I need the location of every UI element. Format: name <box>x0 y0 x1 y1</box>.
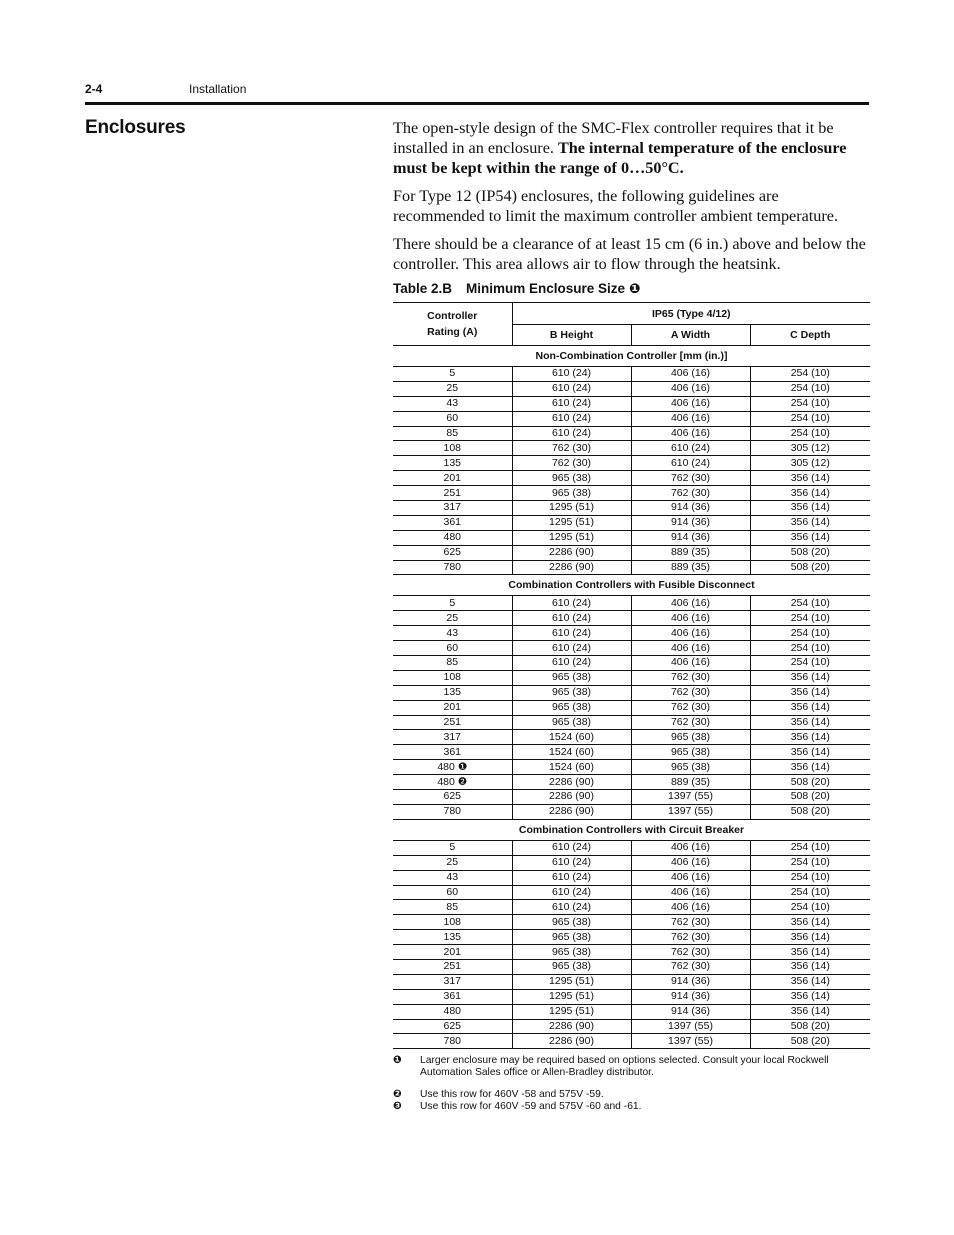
table-row <box>393 685 870 700</box>
footnote-1 <box>393 1055 869 1079</box>
table-row <box>393 611 870 626</box>
a-width-cell: 762 (30) <box>631 670 750 685</box>
rating-cell: 5 <box>393 367 512 382</box>
a-width-cell: 762 (30) <box>631 945 750 960</box>
rating-cell: 43 <box>393 626 512 641</box>
footnote-3-mark: ❸ <box>393 1101 402 1112</box>
b-height-cell: 1295 (51) <box>512 515 631 530</box>
a-width-cell: 406 (16) <box>631 900 750 915</box>
b-height-cell: 610 (24) <box>512 626 631 641</box>
rating-cell: 361 <box>393 989 512 1004</box>
a-width-cell: 406 (16) <box>631 641 750 656</box>
controller-rating-header <box>393 303 512 346</box>
c-depth-cell: 254 (10) <box>750 656 870 671</box>
b-height-cell: 1295 (51) <box>512 974 631 989</box>
c-depth-cell: 508 (20) <box>750 775 870 790</box>
page-number: 2-4 <box>85 82 103 96</box>
c-depth-cell: 305 (12) <box>750 441 870 456</box>
paragraph-1 <box>393 118 871 178</box>
table-caption <box>393 281 640 297</box>
footnote-2 <box>393 1089 869 1101</box>
footnote-3-text: Use this row for 460V -59 and 575V -60 and -61. <box>420 1101 642 1112</box>
b-height-cell: 1524 (60) <box>512 760 631 775</box>
c-depth-header: C Depth <box>750 325 870 346</box>
table-row <box>393 745 870 760</box>
a-width-cell: 762 (30) <box>631 471 750 486</box>
b-height-cell: 1295 (51) <box>512 989 631 1004</box>
table-row <box>393 915 870 930</box>
table-row <box>393 974 870 989</box>
header-rule <box>85 102 869 105</box>
a-width-cell: 762 (30) <box>631 486 750 501</box>
rating-cell: 5 <box>393 596 512 611</box>
c-depth-cell: 254 (10) <box>750 367 870 382</box>
table-body <box>393 346 870 1049</box>
rating-cell: 25 <box>393 855 512 870</box>
footnote-1-text: Larger enclosure may be required based on options selected. Consult your local Rockwell Automation Sales office or Allen-Bradley distributor. <box>420 1055 829 1078</box>
c-depth-cell: 356 (14) <box>750 700 870 715</box>
c-depth-cell: 356 (14) <box>750 945 870 960</box>
table-row <box>393 989 870 1004</box>
table-row <box>393 530 870 545</box>
table-row <box>393 515 870 530</box>
rating-cell: 251 <box>393 486 512 501</box>
rating-cell: 135 <box>393 685 512 700</box>
b-height-cell: 2286 (90) <box>512 1034 631 1049</box>
a-width-cell: 406 (16) <box>631 840 750 855</box>
rating-cell: 480 <box>393 530 512 545</box>
a-width-cell: 406 (16) <box>631 626 750 641</box>
rating-cell: 85 <box>393 656 512 671</box>
b-height-cell: 762 (30) <box>512 456 631 471</box>
group-title: Combination Controllers with Circuit Breaker <box>393 819 870 840</box>
footnote-2-text: Use this row for 460V -58 and 575V -59. <box>420 1089 604 1100</box>
a-width-cell: 914 (36) <box>631 501 750 516</box>
rating-cell: 201 <box>393 700 512 715</box>
paragraph-1-bold: The internal temperature of the enclosure must be kept within the range of 0…50°C. <box>393 139 847 177</box>
c-depth-cell: 254 (10) <box>750 381 870 396</box>
b-height-cell: 2286 (90) <box>512 1019 631 1034</box>
a-width-cell: 762 (30) <box>631 959 750 974</box>
a-width-cell: 889 (35) <box>631 545 750 560</box>
c-depth-cell: 356 (14) <box>750 486 870 501</box>
c-depth-cell: 508 (20) <box>750 545 870 560</box>
table-row <box>393 930 870 945</box>
rating-cell: 108 <box>393 915 512 930</box>
c-depth-cell: 254 (10) <box>750 870 870 885</box>
table-row <box>393 560 870 575</box>
c-depth-cell: 356 (14) <box>750 685 870 700</box>
a-width-cell: 762 (30) <box>631 715 750 730</box>
c-depth-cell: 356 (14) <box>750 730 870 745</box>
rating-cell: 480 <box>393 1004 512 1019</box>
rating-cell: 251 <box>393 959 512 974</box>
rating-cell: 60 <box>393 641 512 656</box>
table-row <box>393 596 870 611</box>
b-height-cell: 1524 (60) <box>512 745 631 760</box>
table-row <box>393 775 870 790</box>
rating-header-line1: Controller <box>427 310 478 322</box>
a-width-cell: 965 (38) <box>631 730 750 745</box>
a-width-cell: 406 (16) <box>631 611 750 626</box>
c-depth-cell: 356 (14) <box>750 915 870 930</box>
a-width-cell: 762 (30) <box>631 915 750 930</box>
ip65-header: IP65 (Type 4/12) <box>512 303 870 325</box>
group-header-row <box>393 575 870 596</box>
rating-cell: 480 ❷ <box>393 775 512 790</box>
c-depth-cell: 254 (10) <box>750 626 870 641</box>
table-row <box>393 396 870 411</box>
rating-cell: 5 <box>393 840 512 855</box>
section-title: Enclosures <box>85 117 186 138</box>
c-depth-cell: 356 (14) <box>750 959 870 974</box>
b-height-cell: 965 (38) <box>512 959 631 974</box>
c-depth-cell: 254 (10) <box>750 596 870 611</box>
b-height-cell: 610 (24) <box>512 411 631 426</box>
rating-cell: 201 <box>393 471 512 486</box>
b-height-cell: 965 (38) <box>512 915 631 930</box>
table-row <box>393 441 870 456</box>
group-header-row <box>393 346 870 367</box>
c-depth-cell: 254 (10) <box>750 611 870 626</box>
rating-cell: 625 <box>393 790 512 805</box>
b-height-cell: 1295 (51) <box>512 530 631 545</box>
rating-cell: 780 <box>393 560 512 575</box>
rating-cell: 361 <box>393 745 512 760</box>
footnote-3 <box>393 1101 869 1113</box>
b-height-cell: 965 (38) <box>512 930 631 945</box>
table-row <box>393 959 870 974</box>
a-width-header: A Width <box>631 325 750 346</box>
rating-cell: 201 <box>393 945 512 960</box>
rating-cell: 317 <box>393 974 512 989</box>
c-depth-cell: 356 (14) <box>750 1004 870 1019</box>
a-width-cell: 406 (16) <box>631 855 750 870</box>
a-width-cell: 762 (30) <box>631 685 750 700</box>
c-depth-cell: 356 (14) <box>750 930 870 945</box>
rating-cell: 480 ❶ <box>393 760 512 775</box>
b-height-cell: 1295 (51) <box>512 501 631 516</box>
table-row <box>393 945 870 960</box>
table-row <box>393 486 870 501</box>
b-height-cell: 2286 (90) <box>512 560 631 575</box>
b-height-cell: 2286 (90) <box>512 804 631 819</box>
rating-cell: 43 <box>393 870 512 885</box>
rating-cell: 25 <box>393 611 512 626</box>
table-caption-number: Table 2.B <box>393 281 453 296</box>
table-row <box>393 870 870 885</box>
table-row <box>393 885 870 900</box>
b-height-cell: 2286 (90) <box>512 790 631 805</box>
body-text <box>393 118 871 282</box>
rating-cell: 625 <box>393 545 512 560</box>
c-depth-cell: 508 (20) <box>750 804 870 819</box>
b-height-cell: 965 (38) <box>512 945 631 960</box>
c-depth-cell: 356 (14) <box>750 670 870 685</box>
a-width-cell: 406 (16) <box>631 411 750 426</box>
table-row <box>393 790 870 805</box>
rating-cell: 60 <box>393 411 512 426</box>
c-depth-cell: 254 (10) <box>750 641 870 656</box>
a-width-cell: 406 (16) <box>631 656 750 671</box>
b-height-cell: 965 (38) <box>512 685 631 700</box>
table-row <box>393 471 870 486</box>
b-height-cell: 610 (24) <box>512 656 631 671</box>
c-depth-cell: 508 (20) <box>750 1034 870 1049</box>
table-row <box>393 381 870 396</box>
a-width-cell: 889 (35) <box>631 775 750 790</box>
group-title: Combination Controllers with Fusible Disconnect <box>393 575 870 596</box>
paragraph-1-normal: The open-style design of the SMC-Flex controller requires that it be installed in an enclosure. <box>393 119 834 157</box>
table-row <box>393 641 870 656</box>
paragraph-2: For Type 12 (IP54) enclosures, the following guidelines are recommended to limit the maximum controller ambient temperature. <box>393 187 839 225</box>
c-depth-cell: 356 (14) <box>750 515 870 530</box>
table-row <box>393 700 870 715</box>
table-row <box>393 626 870 641</box>
a-width-cell: 1397 (55) <box>631 790 750 805</box>
b-height-cell: 610 (24) <box>512 381 631 396</box>
rating-cell: 108 <box>393 670 512 685</box>
rating-cell: 135 <box>393 930 512 945</box>
table-row <box>393 715 870 730</box>
a-width-cell: 1397 (55) <box>631 804 750 819</box>
table-row <box>393 656 870 671</box>
b-height-cell: 1295 (51) <box>512 1004 631 1019</box>
c-depth-cell: 356 (14) <box>750 745 870 760</box>
c-depth-cell: 254 (10) <box>750 426 870 441</box>
b-height-cell: 965 (38) <box>512 670 631 685</box>
a-width-cell: 1397 (55) <box>631 1034 750 1049</box>
table-row <box>393 670 870 685</box>
b-height-cell: 965 (38) <box>512 486 631 501</box>
c-depth-cell: 356 (14) <box>750 501 870 516</box>
a-width-cell: 610 (24) <box>631 441 750 456</box>
b-height-cell: 2286 (90) <box>512 545 631 560</box>
rating-cell: 625 <box>393 1019 512 1034</box>
c-depth-cell: 508 (20) <box>750 560 870 575</box>
b-height-cell: 610 (24) <box>512 840 631 855</box>
b-height-cell: 610 (24) <box>512 641 631 656</box>
c-depth-cell: 305 (12) <box>750 456 870 471</box>
b-height-cell: 610 (24) <box>512 596 631 611</box>
table-row <box>393 1034 870 1049</box>
a-width-cell: 406 (16) <box>631 885 750 900</box>
b-height-cell: 610 (24) <box>512 396 631 411</box>
table-row <box>393 456 870 471</box>
c-depth-cell: 254 (10) <box>750 900 870 915</box>
rating-cell: 317 <box>393 501 512 516</box>
c-depth-cell: 356 (14) <box>750 530 870 545</box>
c-depth-cell: 508 (20) <box>750 790 870 805</box>
group-title: Non-Combination Controller [mm (in.)] <box>393 346 870 367</box>
table-row <box>393 411 870 426</box>
table-row <box>393 501 870 516</box>
rating-cell: 361 <box>393 515 512 530</box>
a-width-cell: 889 (35) <box>631 560 750 575</box>
a-width-cell: 610 (24) <box>631 456 750 471</box>
rating-cell: 60 <box>393 885 512 900</box>
b-height-cell: 2286 (90) <box>512 775 631 790</box>
table-row <box>393 900 870 915</box>
a-width-cell: 1397 (55) <box>631 1019 750 1034</box>
group-header-row <box>393 819 870 840</box>
b-height-cell: 610 (24) <box>512 885 631 900</box>
enclosure-size-table <box>393 302 870 1049</box>
c-depth-cell: 254 (10) <box>750 855 870 870</box>
rating-cell: 317 <box>393 730 512 745</box>
b-height-cell: 610 (24) <box>512 426 631 441</box>
paragraph-3: There should be a clearance of at least 15 cm (6 in.) above and below the controller. This area allows air to flow through the heatsink. <box>393 235 866 273</box>
a-width-cell: 914 (36) <box>631 989 750 1004</box>
a-width-cell: 914 (36) <box>631 530 750 545</box>
a-width-cell: 965 (38) <box>631 760 750 775</box>
c-depth-cell: 254 (10) <box>750 885 870 900</box>
a-width-cell: 914 (36) <box>631 974 750 989</box>
rating-cell: 85 <box>393 900 512 915</box>
table-caption-title: Minimum Enclosure Size ❶ <box>466 281 641 296</box>
b-height-cell: 610 (24) <box>512 855 631 870</box>
table-row <box>393 730 870 745</box>
rating-cell: 780 <box>393 1034 512 1049</box>
a-width-cell: 914 (36) <box>631 1004 750 1019</box>
footnote-1-mark: ❶ <box>393 1055 402 1066</box>
c-depth-cell: 356 (14) <box>750 715 870 730</box>
b-height-cell: 610 (24) <box>512 367 631 382</box>
b-height-cell: 610 (24) <box>512 611 631 626</box>
rating-cell: 85 <box>393 426 512 441</box>
table-row <box>393 840 870 855</box>
a-width-cell: 914 (36) <box>631 515 750 530</box>
rating-cell: 780 <box>393 804 512 819</box>
table-row <box>393 367 870 382</box>
b-height-cell: 610 (24) <box>512 900 631 915</box>
table-row <box>393 1004 870 1019</box>
c-depth-cell: 356 (14) <box>750 471 870 486</box>
c-depth-cell: 356 (14) <box>750 989 870 1004</box>
running-header-section: Installation <box>189 82 247 96</box>
a-width-cell: 406 (16) <box>631 396 750 411</box>
b-height-cell: 965 (38) <box>512 700 631 715</box>
b-height-header: B Height <box>512 325 631 346</box>
b-height-cell: 610 (24) <box>512 870 631 885</box>
a-width-cell: 965 (38) <box>631 745 750 760</box>
a-width-cell: 762 (30) <box>631 700 750 715</box>
rating-cell: 251 <box>393 715 512 730</box>
b-height-cell: 1524 (60) <box>512 730 631 745</box>
table-row <box>393 804 870 819</box>
c-depth-cell: 254 (10) <box>750 396 870 411</box>
rating-header-line2: Rating (A) <box>427 326 478 338</box>
page-header <box>85 80 869 102</box>
c-depth-cell: 356 (14) <box>750 974 870 989</box>
table-row <box>393 760 870 775</box>
table-row <box>393 855 870 870</box>
rating-cell: 108 <box>393 441 512 456</box>
table-row <box>393 426 870 441</box>
c-depth-cell: 254 (10) <box>750 840 870 855</box>
rating-cell: 135 <box>393 456 512 471</box>
c-depth-cell: 508 (20) <box>750 1019 870 1034</box>
b-height-cell: 965 (38) <box>512 471 631 486</box>
a-width-cell: 406 (16) <box>631 870 750 885</box>
rating-cell: 43 <box>393 396 512 411</box>
footnote-2-mark: ❷ <box>393 1089 402 1100</box>
a-width-cell: 406 (16) <box>631 367 750 382</box>
a-width-cell: 762 (30) <box>631 930 750 945</box>
c-depth-cell: 356 (14) <box>750 760 870 775</box>
a-width-cell: 406 (16) <box>631 596 750 611</box>
b-height-cell: 762 (30) <box>512 441 631 456</box>
a-width-cell: 406 (16) <box>631 426 750 441</box>
table-row <box>393 1019 870 1034</box>
rating-cell: 25 <box>393 381 512 396</box>
footnotes <box>393 1055 869 1113</box>
b-height-cell: 965 (38) <box>512 715 631 730</box>
table-row <box>393 545 870 560</box>
c-depth-cell: 254 (10) <box>750 411 870 426</box>
a-width-cell: 406 (16) <box>631 381 750 396</box>
